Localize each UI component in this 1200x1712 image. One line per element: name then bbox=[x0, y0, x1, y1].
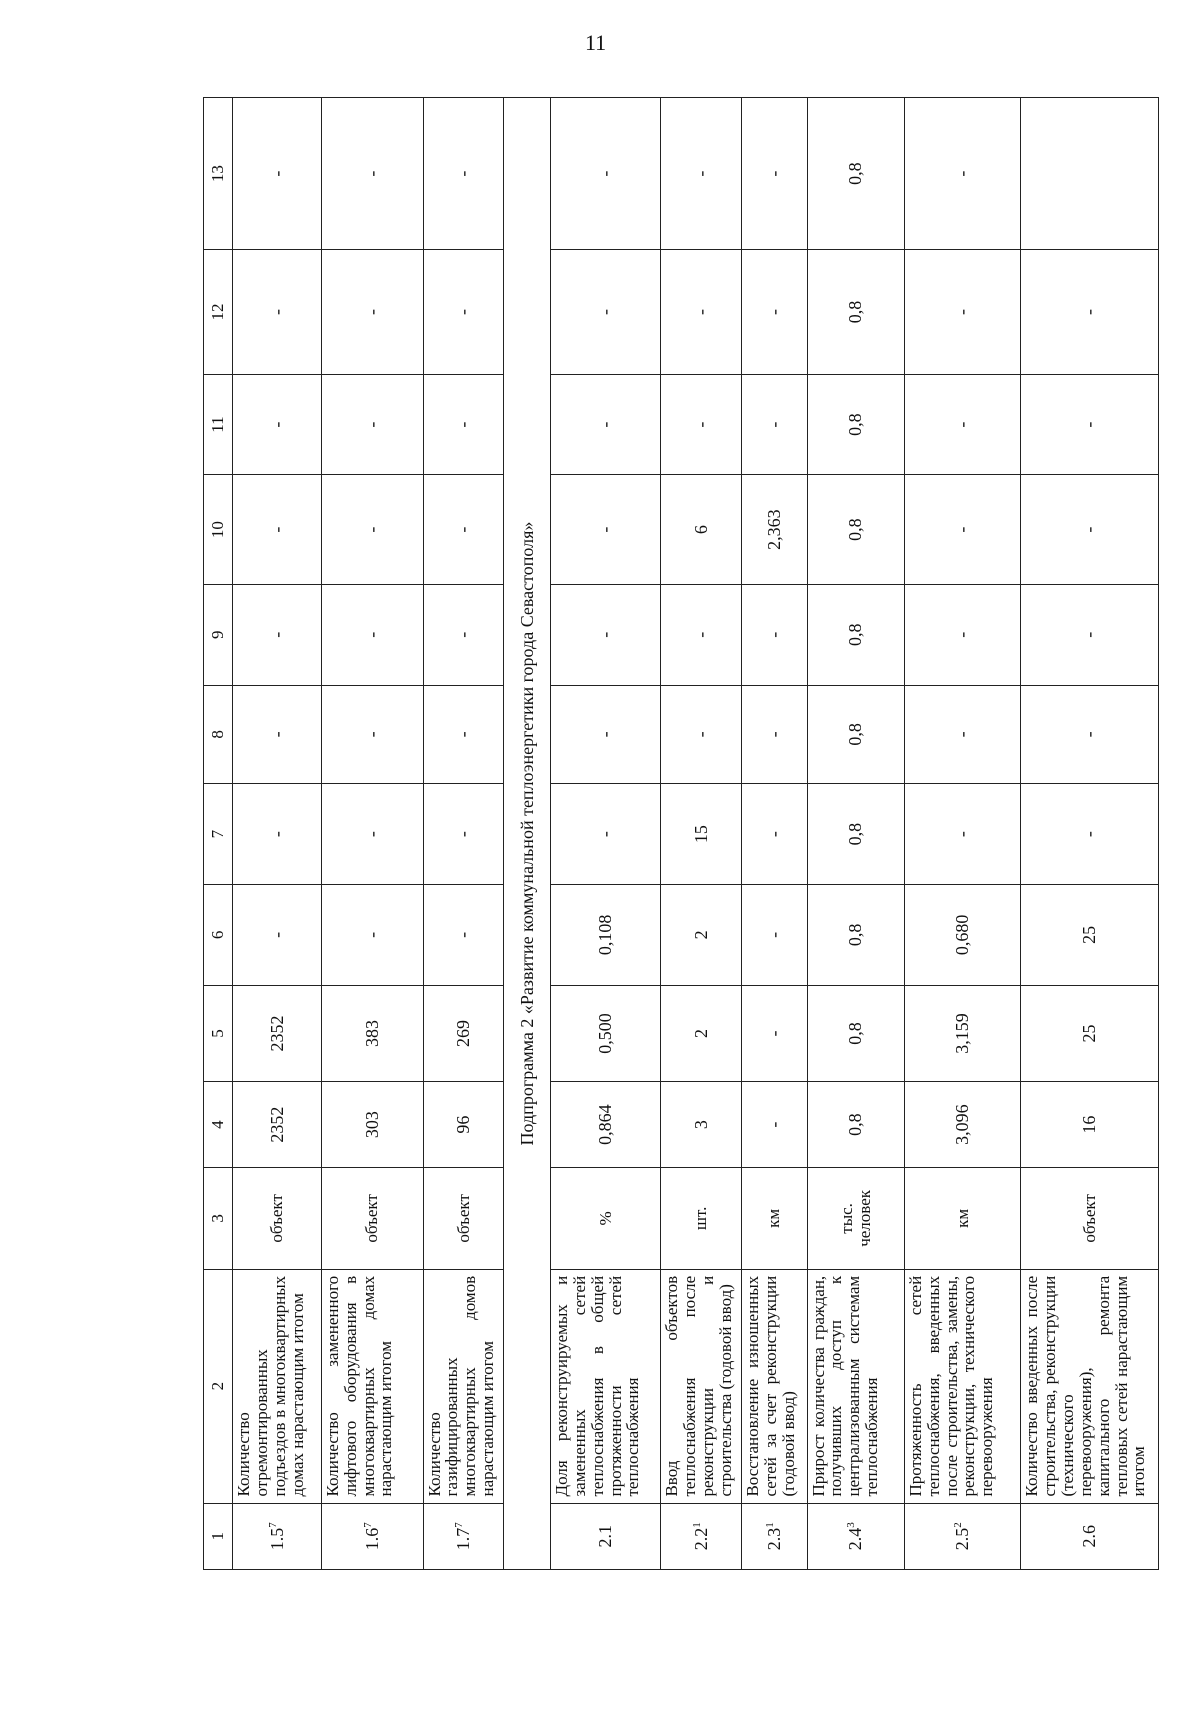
value-cell: 0,8 bbox=[807, 374, 904, 475]
value-cell: - bbox=[904, 250, 1020, 374]
value-cell: - bbox=[904, 784, 1020, 885]
value-cell: 0,8 bbox=[807, 985, 904, 1081]
column-header: 2 bbox=[204, 1269, 233, 1503]
value-cell: 25 bbox=[1021, 884, 1159, 985]
value-cell: - bbox=[321, 374, 423, 475]
row-number-footnote: 7 bbox=[361, 1522, 374, 1528]
table-row bbox=[661, 98, 742, 1570]
value-cell: - bbox=[904, 98, 1020, 250]
value-cell: - bbox=[741, 374, 807, 475]
column-header: 12 bbox=[204, 250, 233, 374]
row-number-footnote: 3 bbox=[845, 1522, 858, 1528]
value-cell: - bbox=[1021, 685, 1159, 784]
column-header: 5 bbox=[204, 985, 233, 1081]
column-header: 6 bbox=[204, 884, 233, 985]
row-number-text: 2.4 bbox=[845, 1527, 866, 1551]
indicator-name: Прирост количества граждан, получивших доступ к централизованным системам теплоснабжения bbox=[807, 1269, 904, 1503]
unit-cell: объект bbox=[1021, 1167, 1159, 1269]
value-cell: 269 bbox=[423, 985, 504, 1081]
value-cell: - bbox=[423, 584, 504, 685]
table-row bbox=[807, 98, 904, 1570]
value-cell: - bbox=[321, 784, 423, 885]
value-cell: 0,8 bbox=[807, 584, 904, 685]
value-cell: - bbox=[741, 250, 807, 374]
value-cell: - bbox=[1021, 475, 1159, 584]
value-cell: - bbox=[741, 685, 807, 784]
value-cell: - bbox=[423, 685, 504, 784]
value-cell: - bbox=[550, 374, 660, 475]
value-cell: 2352 bbox=[233, 985, 322, 1081]
indicator-name: Количество газифицированных многоквартирных домов нарастающим итогом bbox=[423, 1269, 504, 1503]
value-cell: - bbox=[550, 250, 660, 374]
row-number-text: 2.2 bbox=[690, 1527, 711, 1551]
value-cell: 25 bbox=[1021, 985, 1159, 1081]
value-cell: - bbox=[550, 98, 660, 250]
value-cell: - bbox=[550, 784, 660, 885]
column-header: 9 bbox=[204, 584, 233, 685]
value-cell: 2 bbox=[661, 884, 742, 985]
row-number-footnote: 7 bbox=[266, 1522, 279, 1528]
value-cell: 0,8 bbox=[807, 784, 904, 885]
unit-cell: % bbox=[550, 1167, 660, 1269]
value-cell: - bbox=[741, 985, 807, 1081]
row-number bbox=[741, 1503, 807, 1569]
indicator-name: Количество введенных после строительства, реконструкции (технического перевооружения), капитального ремонта тепловых сетей нарастающим итогом bbox=[1021, 1269, 1159, 1503]
table-row bbox=[423, 98, 504, 1570]
table-row bbox=[321, 98, 423, 1570]
value-cell: 0,8 bbox=[807, 685, 904, 784]
row-number-footnote: 2 bbox=[952, 1522, 965, 1528]
table-row bbox=[741, 98, 807, 1570]
row-number-text: 2.6 bbox=[1079, 1525, 1100, 1548]
row-number-text: 2.1 bbox=[595, 1525, 616, 1548]
subprogram-row bbox=[504, 98, 551, 1570]
value-cell: - bbox=[233, 374, 322, 475]
value-cell: - bbox=[741, 584, 807, 685]
value-cell: 2352 bbox=[233, 1082, 322, 1168]
value-cell: 303 bbox=[321, 1082, 423, 1168]
value-cell: - bbox=[550, 584, 660, 685]
value-cell: 0,8 bbox=[807, 475, 904, 584]
value-cell: - bbox=[904, 584, 1020, 685]
value-cell: 0,500 bbox=[550, 985, 660, 1081]
table-row bbox=[904, 98, 1020, 1570]
value-cell: 3,159 bbox=[904, 985, 1020, 1081]
value-cell: 0,108 bbox=[550, 884, 660, 985]
value-cell: - bbox=[233, 98, 322, 250]
value-cell: 2,363 bbox=[741, 475, 807, 584]
value-cell: - bbox=[1021, 374, 1159, 475]
column-header: 7 bbox=[204, 784, 233, 885]
value-cell: - bbox=[233, 685, 322, 784]
unit-cell: км bbox=[904, 1167, 1020, 1269]
value-cell: - bbox=[233, 884, 322, 985]
row-number-footnote: 1 bbox=[690, 1522, 703, 1528]
table-row bbox=[550, 98, 660, 1570]
value-cell: - bbox=[321, 475, 423, 584]
value-cell: - bbox=[661, 374, 742, 475]
value-cell: 0,8 bbox=[807, 884, 904, 985]
row-number-text: 2.3 bbox=[763, 1527, 784, 1551]
unit-cell: км bbox=[741, 1167, 807, 1269]
column-header: 11 bbox=[204, 374, 233, 475]
value-cell: - bbox=[661, 584, 742, 685]
indicator-name: Восстановление изношенных сетей за счет реконструкции (годовой ввод) bbox=[741, 1269, 807, 1503]
value-cell: - bbox=[904, 475, 1020, 584]
row-number bbox=[423, 1503, 504, 1569]
header-row bbox=[204, 98, 233, 1570]
value-cell: - bbox=[321, 98, 423, 250]
value-cell: 383 bbox=[321, 985, 423, 1081]
value-cell: 96 bbox=[423, 1082, 504, 1168]
value-cell: 0,8 bbox=[807, 98, 904, 250]
value-cell: - bbox=[661, 250, 742, 374]
value-cell: 6 bbox=[661, 475, 742, 584]
value-cell: 16 bbox=[1021, 1082, 1159, 1168]
row-number-text: 1.7 bbox=[453, 1527, 474, 1551]
value-cell bbox=[1021, 98, 1159, 250]
value-cell: - bbox=[1021, 784, 1159, 885]
indicator-name: Ввод объектов теплоснабжения после реконструкции и строительства (годовой ввод) bbox=[661, 1269, 742, 1503]
value-cell: - bbox=[423, 374, 504, 475]
value-cell: 0,8 bbox=[807, 1082, 904, 1168]
row-number bbox=[550, 1503, 660, 1569]
value-cell: - bbox=[233, 250, 322, 374]
value-cell: - bbox=[423, 250, 504, 374]
value-cell: - bbox=[423, 784, 504, 885]
value-cell: - bbox=[233, 475, 322, 584]
column-header: 13 bbox=[204, 98, 233, 250]
subprogram-title: Подпрограмма 2 «Развитие коммунальной теплоэнергетики города Севастополя» bbox=[504, 98, 551, 1570]
row-number-footnote: 1 bbox=[763, 1522, 776, 1528]
row-number bbox=[807, 1503, 904, 1569]
value-cell: - bbox=[741, 1082, 807, 1168]
row-number bbox=[904, 1503, 1020, 1569]
indicator-name: Доля реконструируемых и замененных сетей теплоснабжения в общей протяженности сетей теплоснабжения bbox=[550, 1269, 660, 1503]
value-cell: - bbox=[423, 98, 504, 250]
page-number: 11 bbox=[585, 30, 607, 55]
value-cell: 0,8 bbox=[807, 250, 904, 374]
value-cell: 0,680 bbox=[904, 884, 1020, 985]
column-header: 8 bbox=[204, 685, 233, 784]
table-row bbox=[1021, 98, 1159, 1570]
value-cell: - bbox=[661, 98, 742, 250]
value-cell: - bbox=[321, 685, 423, 784]
row-number bbox=[233, 1503, 322, 1569]
unit-cell: объект bbox=[233, 1167, 322, 1269]
row-number-footnote: 7 bbox=[453, 1522, 466, 1528]
value-cell: - bbox=[233, 584, 322, 685]
value-cell: - bbox=[741, 98, 807, 250]
row-number bbox=[1021, 1503, 1159, 1569]
value-cell: - bbox=[1021, 584, 1159, 685]
value-cell: - bbox=[741, 784, 807, 885]
value-cell: - bbox=[423, 475, 504, 584]
indicators-table-rotated bbox=[203, 97, 1159, 1570]
value-cell: 2 bbox=[661, 985, 742, 1081]
unit-cell: объект bbox=[321, 1167, 423, 1269]
value-cell: - bbox=[321, 250, 423, 374]
column-header: 3 bbox=[204, 1167, 233, 1269]
value-cell: - bbox=[904, 685, 1020, 784]
column-header: 4 bbox=[204, 1082, 233, 1168]
row-number-text: 1.6 bbox=[361, 1527, 382, 1551]
column-header: 1 bbox=[204, 1503, 233, 1569]
row-number-text: 2.5 bbox=[952, 1527, 973, 1551]
table-body bbox=[233, 98, 1159, 1570]
value-cell: - bbox=[741, 884, 807, 985]
row-number-text: 1.5 bbox=[266, 1527, 287, 1551]
value-cell: 3,096 bbox=[904, 1082, 1020, 1168]
column-header: 10 bbox=[204, 475, 233, 584]
row-number bbox=[661, 1503, 742, 1569]
value-cell: - bbox=[550, 475, 660, 584]
value-cell: - bbox=[233, 784, 322, 885]
indicators-table bbox=[203, 97, 1159, 1570]
value-cell: 0,864 bbox=[550, 1082, 660, 1168]
value-cell: - bbox=[1021, 250, 1159, 374]
value-cell: 3 bbox=[661, 1082, 742, 1168]
indicator-name: Количество замененного лифтового оборудования в многоквартирных домах нарастающим итогом bbox=[321, 1269, 423, 1503]
table-row bbox=[233, 98, 322, 1570]
value-cell: - bbox=[321, 884, 423, 985]
row-number bbox=[321, 1503, 423, 1569]
value-cell: - bbox=[550, 685, 660, 784]
unit-cell: шт. bbox=[661, 1167, 742, 1269]
indicator-name: Протяженность сетей теплоснабжения, введенных после строительства, замены, реконструкции, технического перевооружения bbox=[904, 1269, 1020, 1503]
value-cell: - bbox=[661, 685, 742, 784]
indicator-name: Количество отремонтированных подъездов в многоквартирных домах нарастающим итогом bbox=[233, 1269, 322, 1503]
value-cell: - bbox=[904, 374, 1020, 475]
value-cell: - bbox=[423, 884, 504, 985]
unit-cell: тыс. человек bbox=[807, 1167, 904, 1269]
value-cell: 15 bbox=[661, 784, 742, 885]
value-cell: - bbox=[321, 584, 423, 685]
unit-cell: объект bbox=[423, 1167, 504, 1269]
